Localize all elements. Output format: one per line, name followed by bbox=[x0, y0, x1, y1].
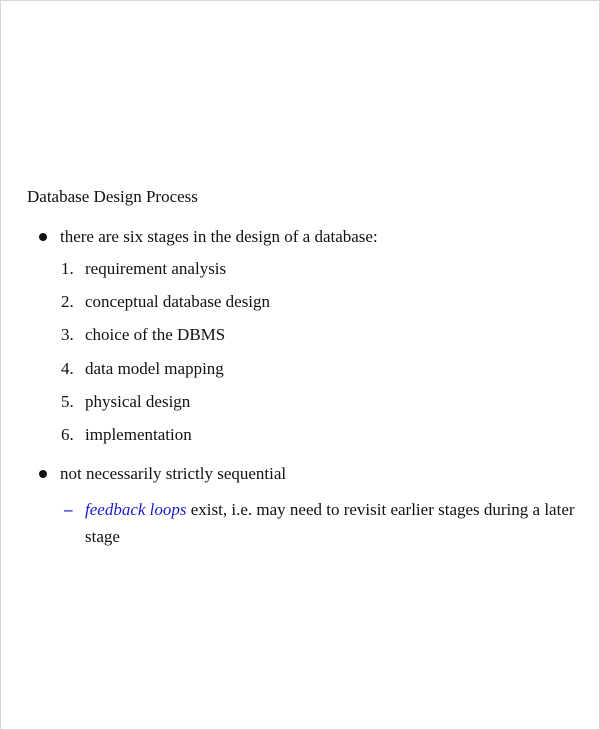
bullet-text: not necessarily strictly sequential bbox=[60, 464, 287, 483]
numbered-item bbox=[61, 258, 227, 280]
dash-icon: – bbox=[64, 500, 73, 519]
bullet-icon bbox=[39, 233, 47, 241]
item-text: physical design bbox=[85, 392, 191, 411]
numbered-item bbox=[61, 424, 192, 446]
numbered-item bbox=[61, 291, 271, 313]
item-text: implementation bbox=[85, 425, 192, 444]
sub-bullet-text bbox=[85, 496, 575, 550]
numbered-item bbox=[61, 358, 224, 380]
item-number: 3. bbox=[61, 325, 74, 344]
item-text: choice of the DBMS bbox=[85, 325, 226, 344]
item-number: 2. bbox=[61, 292, 74, 311]
bullet-icon bbox=[39, 470, 47, 478]
numbered-item bbox=[61, 324, 226, 346]
item-text: conceptual database design bbox=[85, 292, 271, 311]
emphasis-text: feedback loops bbox=[85, 500, 187, 519]
item-number: 6. bbox=[61, 425, 74, 444]
item-text: data model mapping bbox=[85, 359, 224, 378]
item-number: 1. bbox=[61, 259, 74, 278]
item-number: 4. bbox=[61, 359, 74, 378]
sub-bullet-rest: exist, i.e. may need to revisit earlier stages during a later stage bbox=[85, 500, 575, 546]
page-title: Database Design Process bbox=[27, 187, 198, 206]
bullet-text: there are six stages in the design of a database: bbox=[60, 227, 378, 246]
item-number: 5. bbox=[61, 392, 74, 411]
item-text: requirement analysis bbox=[85, 259, 227, 278]
numbered-item bbox=[61, 391, 191, 413]
